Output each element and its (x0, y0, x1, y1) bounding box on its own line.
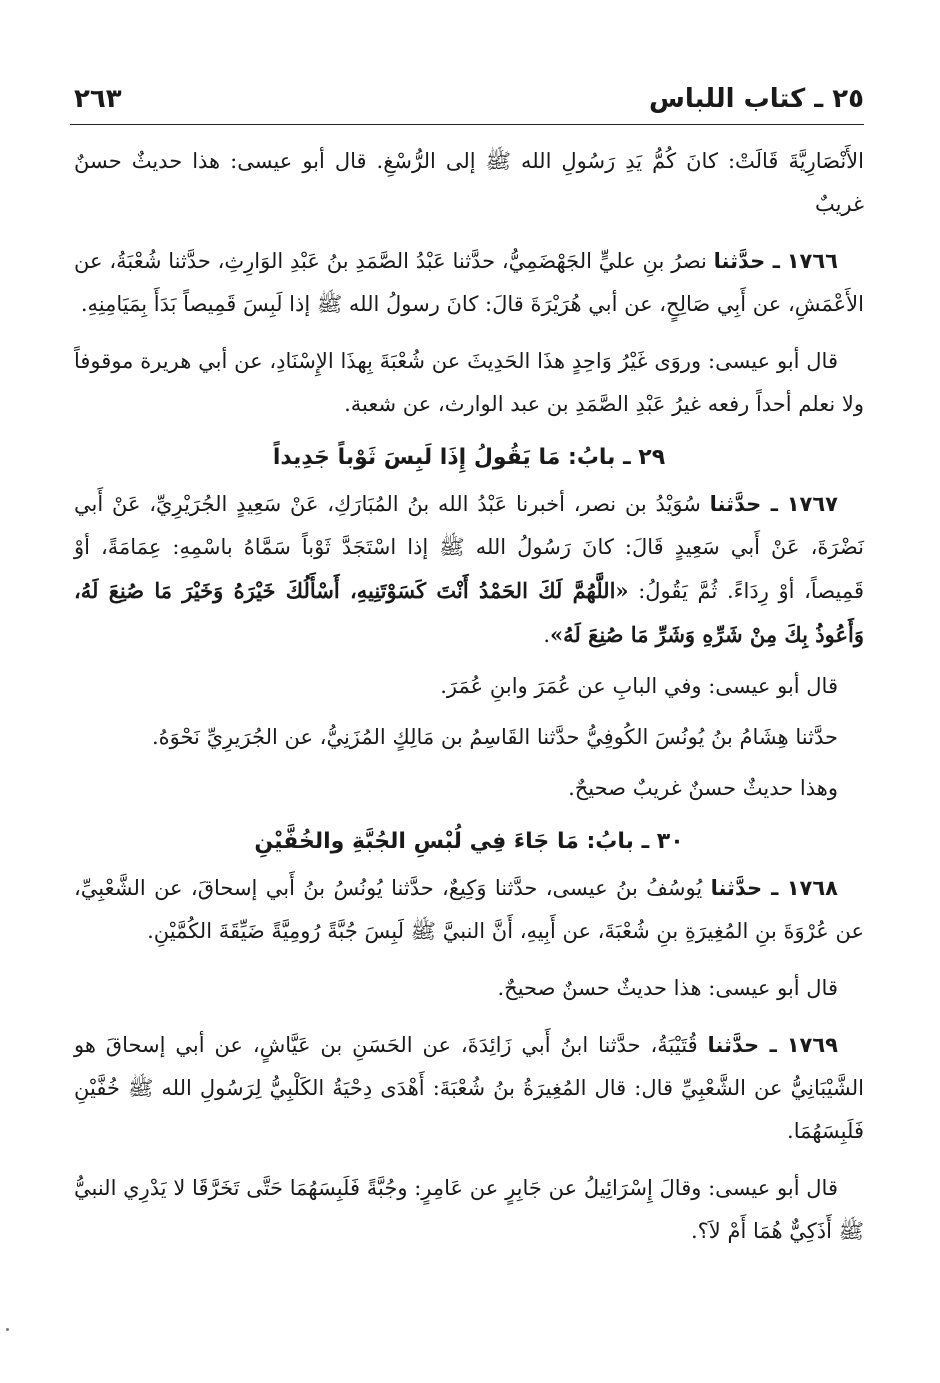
note-1767-b (74, 716, 864, 759)
note-text: قال أبو عيسى: وفي البابِ عن عُمَرَ وابنِ عُمَرَ. (440, 674, 838, 698)
note-1766 (74, 340, 864, 426)
hadith-lead-word: ـ حدَّثنا (709, 492, 778, 516)
hadith-number: ١٧٦٩ (786, 1033, 838, 1057)
note-text: قال أبو عيسى: هذا حديثٌ حسنٌ صحيحٌ. (497, 976, 838, 1000)
hadith-text: نصرُ بنِ عليٍّ الجَهْضَمِيُّ، حدَّثنا عَبْدُ الصَّمَدِ بنُ عَبْدِ الوَارِثِ، حدَّثنا شُعْبَةُ، عن الأَعْمَشِ، عن أَبِي صَالِحٍ، عن أبي هُرَيْرَةَ قالَ: كانَ رسولُ الله ﷺ إذا لَبِسَ قَمِيصاً بَدَأَ بِمَيَامِنِهِ. (74, 249, 864, 316)
hadith-1768 (74, 867, 864, 953)
note-text: قال أبو عيسى: وقالَ إِسْرَائِيلُ عن جَابِرٍ عن عَامِرٍ: وجُبَّةً فَلَبِسَهُمَا حَتَّى تَخَرَّقَا لا يَدْرِي النبيُّ ﷺ أَذَكِيٌّ هُمَا أَمْ لاَ؟. (74, 1176, 864, 1243)
hadith-end-mark: . (543, 623, 551, 647)
note-1767-c (74, 767, 864, 810)
paragraph-text: الأَنْصَارِيَّةَ قَالَتْ: كانَ كُمُّ يَدِ رَسُولِ الله ﷺ إلى الرُّسْغِ. قال أبو عيسى: هذا حديثٌ حسنٌ غريبٌ (74, 149, 864, 216)
note-1768 (74, 967, 864, 1010)
hadith-1767 (74, 483, 864, 657)
page-header (70, 80, 864, 125)
chapter-heading-29: ٢٩ ـ بابُ: مَا يَقُولُ إِذَا لَبِسَ ثَوْباً جَدِيداً (272, 445, 666, 470)
hadith-number: ١٧٦٧ (786, 492, 838, 516)
chapter-running-title: ٢٥ ـ كتاب اللباس (649, 84, 864, 114)
page-body (74, 140, 864, 1253)
hadith-number: ١٧٦٦ (786, 249, 838, 273)
hadith-lead-word: ـ حدَّثنا (713, 249, 780, 273)
note-text: قال أبو عيسى: وروَى غَيْرُ وَاحِدٍ هذَا الحَدِيثَ عن شُعْبَةَ بِهذَا الإِسْنَادِ، عن أبي هريرة موقوفاً ولا نعلم أحداً رفعه غيرُ عَبْدِ الصَّمَدِ بن عبد الوارث، عن شعبة. (74, 349, 864, 416)
hadith-text: سُوَيْدُ بن نصر، أخبرنا عَبْدُ الله بنُ المُبَارَكِ، عَنْ سَعِيدٍ الجُرَيْرِيِّ، عَنْ أَبي نَضْرَةَ، عَنْ أَبي سَعِيدٍ قَالَ: كانَ رَسُولُ الله ﷺ إذا اسْتَجَدَّ ثَوْباً سَمَّاهُ باسْمِهِ: عِمَامَةً، أوْ قَمِيصاً، أوْ رِدَاءً. ثُمَّ يَقُولُ: (74, 492, 864, 603)
page-number: ٢٦٣ (74, 84, 122, 114)
note-text: وهذا حديثٌ حسنٌ غريبٌ صحيحٌ. (568, 776, 838, 800)
hadith-1766 (74, 240, 864, 326)
hadith-lead-word: ـ حدَّثنا (710, 876, 779, 900)
hadith-1769 (74, 1024, 864, 1153)
note-1769 (74, 1167, 864, 1253)
hadith-text: يُوسُفُ بنُ عيسى، حدَّثنا وَكِيعٌ، حدَّثنا يُونُسُ بنُ أَبي إسحاقَ، عن الشَّعْبِيِّ، عن عُرْوَةَ بنِ المُغِيرَةِ بنِ شُعْبَةَ، عن أَبِيهِ، أَنَّ النبيَّ ﷺ لَبِسَ جُبَّةً رُومِيَّةً ضَيِّقَةَ الكُمَّيْنِ. (74, 876, 864, 943)
scan-speck (6, 1328, 9, 1331)
chapter-heading-30: ٣٠ ـ بابُ: مَا جَاءَ فِي لُبْسِ الجُبَّةِ والخُفَّيْنِ (254, 829, 684, 854)
hadith-number: ١٧٦٨ (786, 876, 838, 900)
continued-paragraph (74, 140, 864, 226)
hadith-text: قُتَيْبَةُ، حدَّثنا ابنُ أَبي زَائِدَةَ، عن الحَسَنِ بن عَيَّاشٍ، عن أبي إسحاقَ هو الشَّيْبَانِيُّ عن الشَّعْبِيِّ قال: قال المُغِيرَةُ بنُ شُعْبَةَ: أَهْدَى دِحْيَةُ الكَلْبِيُّ لِرَسُولِ الله ﷺ خُفَّيْنِ فَلَبِسَهُمَا. (74, 1033, 865, 1143)
hadith-lead-word: ـ حدَّثنا (707, 1033, 777, 1057)
hadith-supplication: «اللَّهُمَّ لَكَ الحَمْدُ أَنْتَ كَسَوْتَنِيهِ، أَسْأَلُكَ خَيْرَهُ وَخَيْرَ مَا صُنِعَ لَهُ، وَأَعُوذُ بِكَ مِنْ شَرِّهِ وَشَرِّ مَا صُنِعَ لَهُ» (74, 578, 864, 647)
note-1767-a (74, 665, 864, 708)
note-text: حدَّثنا هِشَامُ بنُ يُونُسَ الكُوفِيُّ حدَّثنا القَاسِمُ بن مَالِكٍ المُزَنِيُّ، عن الجُرَيرِيِّ نَحْوَهُ. (151, 725, 838, 749)
